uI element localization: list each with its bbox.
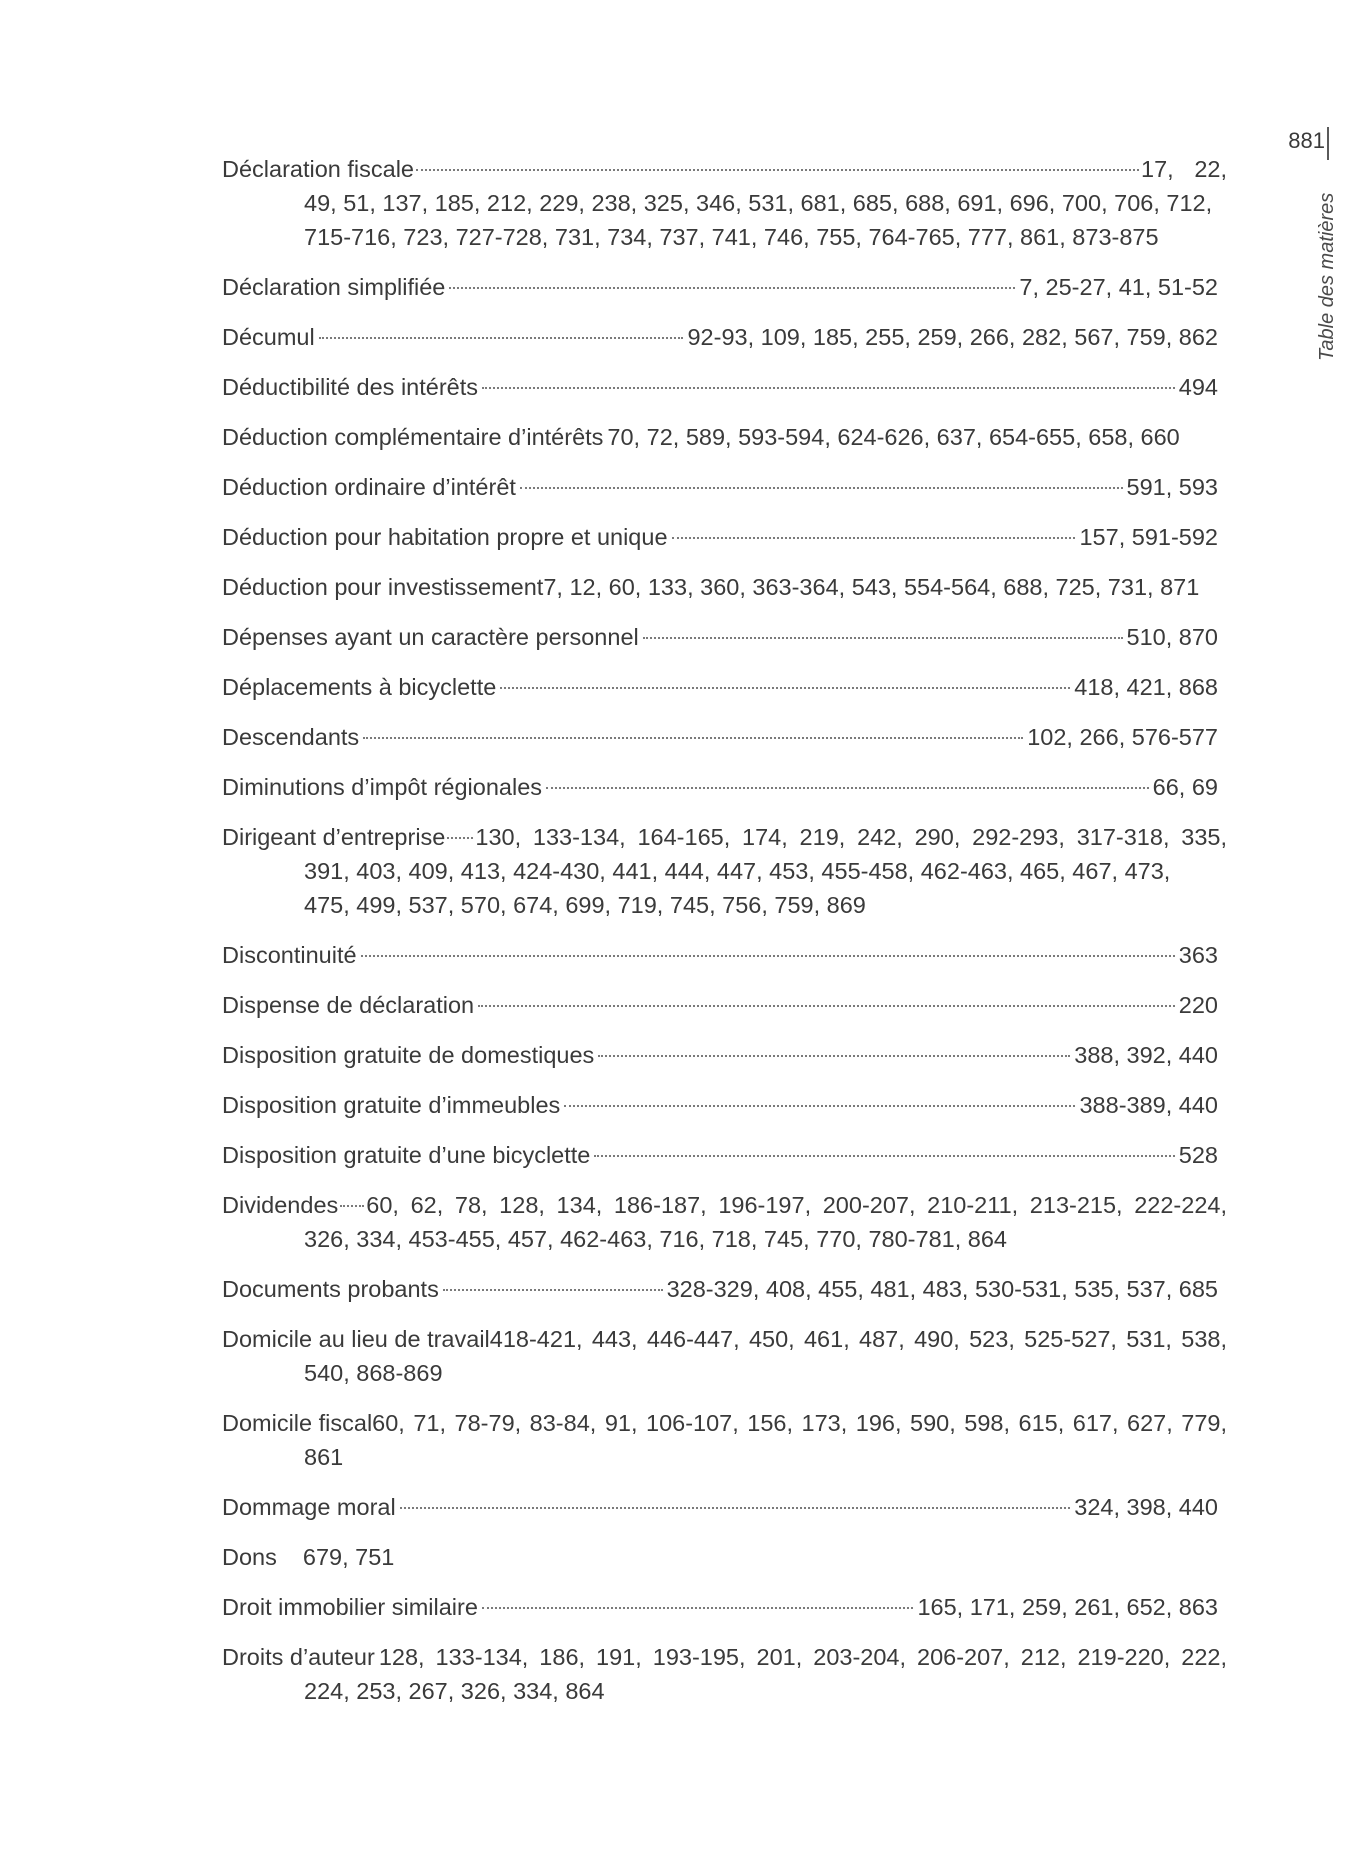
index-refs: 510, 870 <box>1126 624 1218 650</box>
dot-leader <box>643 637 1123 639</box>
dot-leader <box>416 169 1139 171</box>
index-refs: 528 <box>1178 1142 1218 1168</box>
index-refs: 130, 133-134, 164-165, 174, 219, 242, 290, 292-293, 317-318, 335, <box>475 824 1227 850</box>
index-refs-continued: 475, 499, 537, 570, 674, 699, 719, 745, 756, 759, 869 <box>304 892 866 918</box>
index-term: Dispense de déclaration <box>222 992 475 1018</box>
index-entry <box>222 320 1227 354</box>
index-term: Déduction pour investissement <box>222 574 544 600</box>
index-term: Déclaration fiscale <box>222 156 415 182</box>
index-term: Droits d’auteur <box>222 1644 375 1670</box>
dot-leader <box>447 837 473 839</box>
index-refs: 324, 398, 440 <box>1074 1494 1218 1520</box>
dot-leader <box>594 1155 1174 1157</box>
index-refs: 102, 266, 576-577 <box>1027 724 1218 750</box>
index-entry <box>222 370 1227 404</box>
dot-leader <box>340 1205 364 1207</box>
dot-leader <box>363 737 1023 739</box>
dot-leader <box>672 537 1076 539</box>
dot-leader <box>500 687 1070 689</box>
index-entry <box>222 1038 1227 1072</box>
index-refs-continued: 391, 403, 409, 413, 424-430, 441, 444, 447, 453, 455-458, 462-463, 465, 467, 473, <box>304 858 1171 884</box>
index-entry <box>222 1088 1227 1122</box>
index-refs: 60, 62, 78, 128, 134, 186-187, 196-197, 200-207, 210-211, 213-215, 222-224, <box>366 1192 1227 1218</box>
index-refs: 388-389, 440 <box>1079 1092 1218 1118</box>
index-refs: 7, 25-27, 41, 51-52 <box>1019 274 1218 300</box>
dot-leader <box>598 1055 1070 1057</box>
running-head: Table des matières <box>1316 192 1338 361</box>
index-refs: 60, 71, 78-79, 83-84, 91, 106-107, 156, 173, 196, 590, 598, 615, 617, 627, 779, <box>372 1410 1227 1436</box>
index-term: Domicile fiscal <box>222 1410 373 1436</box>
index-term: Documents probants <box>222 1276 439 1302</box>
index-term: Descendants <box>222 724 360 750</box>
side-rule <box>1327 127 1329 160</box>
index-refs: 92-93, 109, 185, 255, 259, 266, 282, 567, 759, 862 <box>687 324 1218 350</box>
page-number: 881 <box>1288 128 1325 153</box>
index-term: Déplacements à bicyclette <box>222 674 497 700</box>
index-refs: 7, 12, 60, 133, 360, 363-364, 543, 554-564, 688, 725, 731, 871 <box>543 574 1200 600</box>
index-term: Décumul <box>222 324 315 350</box>
index-refs-continued: 540, 868-869 <box>304 1360 443 1386</box>
index-refs-continued: 224, 253, 267, 326, 334, 864 <box>304 1678 605 1704</box>
index-refs: 679, 751 <box>302 1544 395 1570</box>
dot-leader <box>520 487 1123 489</box>
index-refs-continued: 49, 51, 137, 185, 212, 229, 238, 325, 346, 531, 681, 685, 688, 691, 696, 700, 706, 712, <box>304 190 1213 216</box>
index-term: Dirigeant d’entreprise <box>222 824 446 850</box>
dot-leader <box>482 1607 914 1609</box>
index-entry <box>222 670 1227 704</box>
index-refs: 165, 171, 259, 261, 652, 863 <box>917 1594 1218 1620</box>
index-entry <box>222 1138 1227 1172</box>
dot-leader <box>546 787 1149 789</box>
index-entry <box>222 152 1227 254</box>
dot-leader <box>482 387 1175 389</box>
index-entry <box>222 988 1227 1022</box>
index-term: Déductibilité des intérêts <box>222 374 479 400</box>
index-term: Déclaration simplifiée <box>222 274 446 300</box>
index-list <box>222 152 1227 1724</box>
index-refs: 418-421, 443, 446-447, 450, 461, 487, 490, 523, 525-527, 531, 538, <box>489 1326 1227 1352</box>
index-entry <box>222 420 1227 454</box>
index-entry <box>222 1406 1227 1474</box>
index-refs: 157, 591-592 <box>1079 524 1218 550</box>
index-term: Dépenses ayant un caractère personnel <box>222 624 639 650</box>
index-term: Diminutions d’impôt régionales <box>222 774 543 800</box>
index-refs: 418, 421, 868 <box>1074 674 1218 700</box>
index-refs: 494 <box>1178 374 1218 400</box>
index-entry <box>222 1322 1227 1390</box>
index-entry <box>222 938 1227 972</box>
index-term: Dons <box>222 1544 277 1570</box>
index-refs: 17, 22, <box>1141 156 1227 182</box>
index-entry <box>222 1272 1227 1306</box>
index-refs: 591, 593 <box>1126 474 1218 500</box>
index-entry <box>222 770 1227 804</box>
index-term: Déduction complémentaire d’intérêts <box>222 424 604 450</box>
index-refs: 66, 69 <box>1152 774 1218 800</box>
index-refs: 328-329, 408, 455, 481, 483, 530-531, 535, 537, 685 <box>666 1276 1218 1302</box>
index-entry <box>222 1490 1227 1524</box>
dot-leader <box>361 955 1175 957</box>
index-refs-continued: 715-716, 723, 727-728, 731, 734, 737, 741, 746, 755, 764-765, 777, 861, 873-875 <box>304 224 1159 250</box>
dot-leader <box>400 1507 1071 1509</box>
index-entry <box>222 720 1227 754</box>
index-term: Discontinuité <box>222 942 357 968</box>
dot-leader <box>564 1105 1075 1107</box>
index-term: Disposition gratuite d’une bicyclette <box>222 1142 591 1168</box>
dot-leader <box>449 287 1015 289</box>
index-entry <box>222 820 1227 922</box>
index-entry <box>222 470 1227 504</box>
index-term: Dommage moral <box>222 1494 396 1520</box>
index-refs-continued: 326, 334, 453-455, 457, 462-463, 716, 718, 745, 770, 780-781, 864 <box>304 1226 1007 1252</box>
index-term: Disposition gratuite de domestiques <box>222 1042 595 1068</box>
index-term: Disposition gratuite d’immeubles <box>222 1092 561 1118</box>
dot-leader <box>443 1289 663 1291</box>
index-entry <box>222 270 1227 304</box>
index-term: Dividendes <box>222 1192 339 1218</box>
index-term: Domicile au lieu de travail <box>222 1326 490 1352</box>
dot-leader <box>319 337 684 339</box>
index-refs: 70, 72, 589, 593-594, 624-626, 637, 654-655, 658, 660 <box>607 424 1180 450</box>
index-refs: 220 <box>1178 992 1218 1018</box>
index-entry <box>222 1590 1227 1624</box>
index-entry <box>222 1188 1227 1256</box>
index-entry <box>222 620 1227 654</box>
index-refs-continued: 861 <box>304 1444 344 1470</box>
index-entry <box>222 1540 1227 1574</box>
index-refs: 128, 133-134, 186, 191, 193-195, 201, 203-204, 206-207, 212, 219-220, 222, <box>378 1644 1227 1670</box>
index-term: Déduction ordinaire d’intérêt <box>222 474 516 500</box>
index-term: Droit immobilier similaire <box>222 1594 478 1620</box>
index-refs: 363 <box>1178 942 1218 968</box>
index-term: Déduction pour habitation propre et unique <box>222 524 668 550</box>
index-entry <box>222 1640 1227 1708</box>
index-entry <box>222 520 1227 554</box>
dot-leader <box>478 1005 1175 1007</box>
index-refs: 388, 392, 440 <box>1074 1042 1218 1068</box>
index-entry <box>222 570 1227 604</box>
